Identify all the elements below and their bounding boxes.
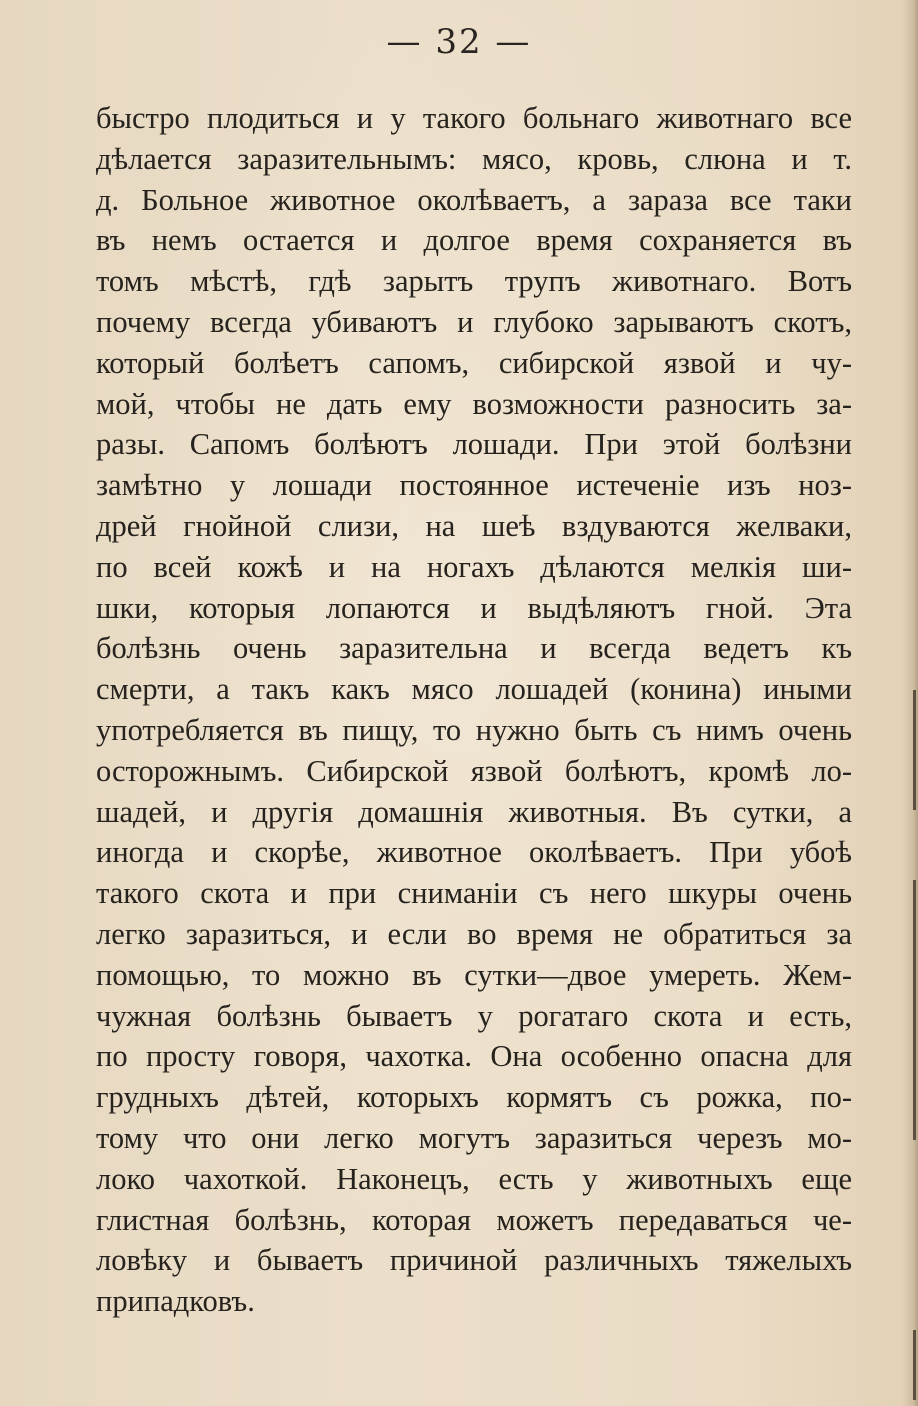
text-line: быстро плодиться и у такого больнаго животнаго все	[96, 101, 852, 135]
text-line: помощью, то можно въ сутки—двое умереть. Жем-	[96, 957, 852, 992]
page-number: — 32 —	[386, 22, 532, 62]
text-line: почему всегда убиваютъ и глубоко зарываютъ скотъ,	[96, 304, 852, 339]
text-line: шадей, и другія домашнія животныя. Въ сутки, а	[96, 794, 852, 829]
text-line: по всей кожѣ и на ногахъ дѣлаются мелкія ши-	[96, 549, 852, 584]
text-line: шки, которыя лопаются и выдѣляютъ гной. Эта	[96, 590, 852, 625]
text-line: иногда и скорѣе, животное околѣваетъ. При убоѣ	[96, 835, 852, 870]
text-line: такого скота и при сниманіи съ него шкуры очень	[96, 876, 852, 911]
binding-mark	[913, 1330, 916, 1400]
text-line: употребляется въ пищу, то нужно быть съ нимъ очень	[96, 712, 852, 747]
binding-mark	[913, 690, 916, 810]
text-line: локо чахоткой. Наконецъ, есть у животныхъ еще	[96, 1161, 852, 1196]
text-line: разы. Сапомъ болѣютъ лошади. При этой болѣзни	[96, 427, 852, 462]
text-line: смерти, а такъ какъ мясо лошадей (конина) иными	[96, 672, 852, 707]
text-line: который болѣетъ сапомъ, сибирской язвой и чу-	[96, 345, 852, 380]
text-line: томъ мѣстѣ, гдѣ зарытъ трупъ животнаго. Вотъ	[96, 264, 852, 299]
text-line: ловѣку и бываетъ причиной различныхъ тяжелыхъ	[96, 1243, 852, 1278]
text-line: припадковъ.	[96, 1284, 255, 1319]
text-line: дѣлается заразительнымъ: мясо, кровь, слюна и т.	[96, 141, 852, 176]
text-line: грудныхъ дѣтей, которыхъ кормятъ съ рожка, по-	[96, 1080, 852, 1115]
text-line: д. Больное животное околѣваетъ, а зараза все таки	[96, 182, 852, 217]
text-line: тому что они легко могутъ заразиться черезъ мо-	[96, 1120, 852, 1155]
body-text	[96, 98, 852, 1322]
text-line: мой, чтобы не дать ему возможности разносить за-	[96, 386, 852, 421]
binding-mark	[913, 880, 916, 1140]
text-line: по просту говоря, чахотка. Она особенно опасна для	[96, 1039, 852, 1074]
text-line: легко заразиться, и если во время не обратиться за	[96, 916, 852, 951]
text-line: въ немъ остается и долгое время сохраняется въ	[96, 223, 852, 258]
text-line: чужная болѣзнь бываетъ у рогатаго скота и есть,	[96, 998, 852, 1033]
text-line: замѣтно у лошади постоянное истеченіе изъ ноз-	[96, 468, 852, 503]
text-line: болѣзнь очень заразительна и всегда ведетъ къ	[96, 631, 852, 666]
text-line: дрей гнойной слизи, на шеѣ вздуваются желваки,	[96, 508, 852, 543]
text-line: глистная болѣзнь, которая можетъ передаваться че-	[96, 1202, 852, 1237]
text-line: осторожнымъ. Сибирской язвой болѣютъ, кромѣ ло-	[96, 753, 852, 788]
